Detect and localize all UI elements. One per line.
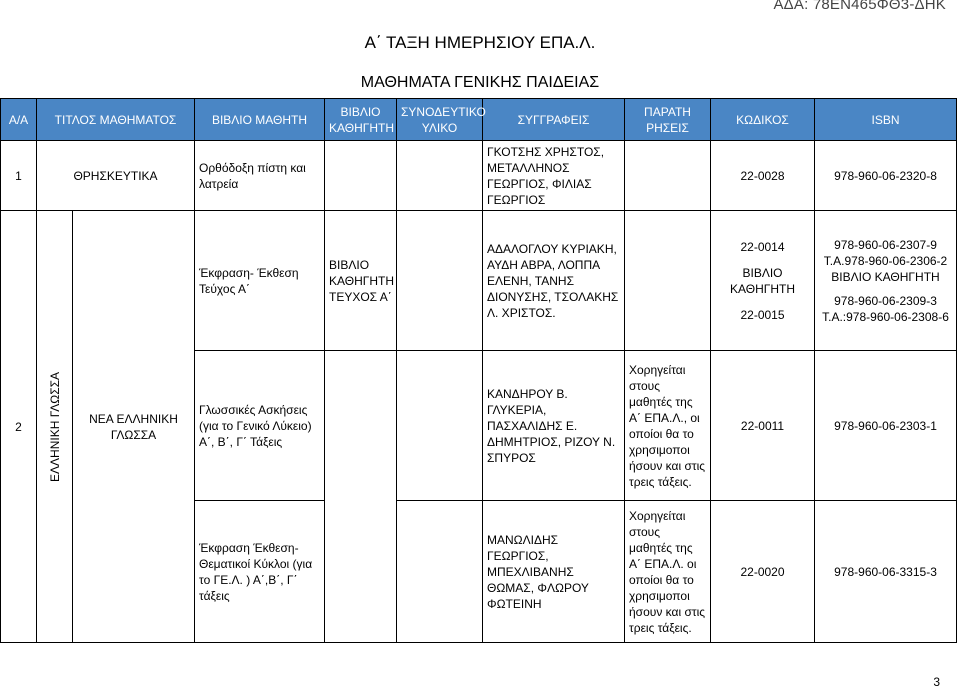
row1-authors: ΓΚΟΤΣΗΣ ΧΡΗΣΤΟΣ, ΜΕΤΑΛΛΗΝΟΣ ΓΕΩΡΓΙΟΣ, ΦΙΛΙΑΣ ΓΕΩΡΓΙΟΣ [483,141,625,211]
header-accompanying-material: ΣΥΝΟΔΕΥΤΙΚΟ ΥΛΙΚΟ [397,99,483,141]
header-student-book: ΒΙΒΛΙΟ ΜΑΘΗΤΗ [195,99,325,141]
row1-aux [397,141,483,211]
page-number: 3 [933,675,940,689]
row2-sub1-student-book: Έκφραση- Έκθεση Τεύχος Α΄ [195,211,325,351]
table-row [1,141,957,211]
row1-isbn: 978-960-06-2320-8 [815,141,957,211]
row2-sub1-authors: ΑΔΑΛΟΓΛΟΥ ΚΥΡΙΑΚΗ, ΑΥΔΗ ΑΒΡΑ, ΛΟΠΠΑ ΕΛΕΝΗ, ΤΑΝΗΣ ΔΙΟΝΥΣΗΣ, ΤΣΟΛΑΚΗΣ Λ. ΧΡΙΣΤΟΣ. [483,211,625,351]
row2-sub1-notes [625,211,711,351]
row2-sub3-isbn: 978-960-06-3315-3 [815,501,957,643]
books-table [0,98,957,643]
row2-course: ΝΕΑ ΕΛΛΗΝΙΚΗ ΓΛΩΣΣΑ [73,211,195,643]
ada-code: ΑΔΑ: 78ΕΝ465ΦΘ3-ΔΗΚ [773,0,946,13]
row2-sub2-isbn: 978-960-06-2303-1 [815,351,957,501]
row2-sub1-aux [397,211,483,351]
row2-sub1-code [711,211,815,351]
isbn-c: ΒΙΒΛΙΟ ΚΑΘΗΓΗΤΗ [831,269,940,284]
isbn-a: 978-960-06-2307-9 [834,237,937,252]
row2-sub2-notes: Χορηγείται στους μαθητές της Α΄ ΕΠΑ.Λ., οι οποίοι θα το χρησιμοποι ήσουν και στις τρεις τάξεις. [625,351,711,501]
table-row [1,211,957,351]
code-b: ΒΙΒΛΙΟ ΚΑΘΗΓΗΤΗ [729,265,796,296]
row1-course: ΘΡΗΣΚΕΥΤΙΚΑ [37,141,195,211]
row2-sub2-code: 22-0011 [711,351,815,501]
page-title: Α΄ ΤΑΞΗ ΗΜΕΡΗΣΙΟΥ ΕΠΑ.Λ. [364,33,596,52]
page-subtitle: ΜΑΘΗΜΑΤΑ ΓΕΝΙΚΗΣ ΠΑΙΔΕΙΑΣ [360,74,600,91]
header-aa: Α/Α [1,99,37,141]
header-notes: ΠΑΡΑΤΗ ΡΗΣΕΙΣ [625,99,711,141]
row2-sub3-aux [397,501,483,643]
row1-student-book: Ορθόδοξη πίστη και λατρεία [195,141,325,211]
code-a: 22-0014 [740,239,785,254]
header-course-title: ΤΙΤΛΟΣ ΜΑΘΗΜΑΤΟΣ [37,99,195,141]
row2-group-label: ΕΛΛΗΝΙΚΗ ΓΛΩΣΣΑ [37,211,73,643]
header-code: ΚΩΔΙΚΟΣ [711,99,815,141]
code-c: 22-0015 [740,307,785,322]
row1-notes [625,141,711,211]
row2-sub3-student-book: Έκφραση Έκθεση- Θεματικοί Κύκλοι (για το ΓΕ.Λ. ) Α΄,Β΄, Γ΄ τάξεις [195,501,325,643]
row2-sub3-code: 22-0020 [711,501,815,643]
row1-code: 22-0028 [711,141,815,211]
row2-teacher-book: ΒΙΒΛΙΟ ΚΑΘΗΓΗΤΗ ΤΕΥΧΟΣ Α΄ [325,211,397,351]
row2-sub3-authors: ΜΑΝΩΛΙΔΗΣ ΓΕΩΡΓΙΟΣ, ΜΠΕΧΛΙΒΑΝΗΣ ΘΩΜΑΣ, ΦΛΩΡΟΥ ΦΩΤΕΙΝΗ [483,501,625,643]
row2-sub3-notes: Χορηγείται στους μαθητές της Α΄ ΕΠΑ.Λ. οι οποίοι θα το χρησιμοποι ήσουν και στις τρεις τάξεις. [625,501,711,643]
isbn-e: Τ.Α.:978-960-06-2308-6 [822,309,949,324]
row2-sub2-student-book: Γλωσσικές Ασκήσεις (για το Γενικό Λύκειο) Α΄, Β΄, Γ΄ Τάξεις [195,351,325,501]
row1-aa: 1 [1,141,37,211]
row2-teacher-book-empty [325,351,397,643]
header-isbn: ISBN [815,99,957,141]
row2-sub1-isbn [815,211,957,351]
header-authors: ΣΥΓΓΡΑΦΕΙΣ [483,99,625,141]
row1-teacher-book [325,141,397,211]
table-header-row [1,99,957,141]
header-teacher-book: ΒΙΒΛΙΟ ΚΑΘΗΓΗΤΗ [325,99,397,141]
row2-sub2-authors: ΚΑΝΔΗΡΟΥ Β. ΓΛΥΚΕΡΙΑ, ΠΑΣΧΑΛΙΔΗΣ Ε. ΔΗΜΗΤΡΙΟΣ, ΡΙΖΟΥ Ν. ΣΠΥΡΟΣ [483,351,625,501]
isbn-d: 978-960-06-2309-3 [834,293,937,308]
isbn-b: Τ.Α.978-960-06-2306-2 [823,253,948,268]
row2-sub2-aux [397,351,483,501]
row2-aa: 2 [1,211,37,643]
